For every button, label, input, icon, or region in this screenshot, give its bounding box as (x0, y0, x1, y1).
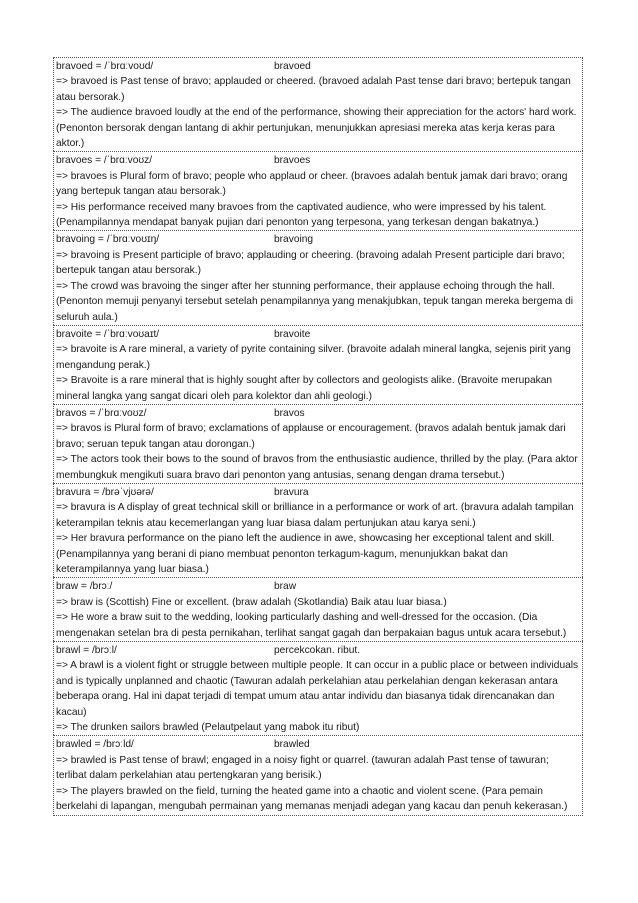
entry-definition: => bravoed is Past tense of bravo; applauded or cheered. (bravoed adalah Past tense dari bravo; bertepuk tangan atau bersorak.) (56, 76, 571, 103)
entry-headword: bravura = /brəˈvjʊərə/ (56, 486, 154, 498)
entry-example: => The crowd was bravoing the singer after her stunning performance, their applause echoing through the hall. (Penonton memuji penyanyi tersebut setelah penampilannya yang menakjubkan, tepuk tangan mereka bergema di seluruh aula.) (56, 280, 574, 323)
entry-header (56, 327, 581, 342)
entry-example: => He wore a braw suit to the wedding, looking particularly dashing and well-dressed for the occasion. (Dia mengenakan setelan bra di pesta pernikahan, terlihat sangat gagah dan berpakaian bagus untuk acara tersebut.) (56, 612, 567, 639)
entry-header (56, 737, 581, 752)
entry-definition: => bravos is Plural form of bravo; exclamations of applause or encouragement. (bravos adalah bentuk jamak dari bravo; seruan tepuk tangan atau dorongan.) (56, 423, 566, 450)
entry-translation: brawled (274, 739, 310, 751)
entry-definition: => bravura is A display of great technical skill or brilliance in a performance or work of art. (bravura adalah tampilan keterampilan teknis atau kecemerlangan yang luar biasa dalam pertunjukan atau karya seni.) (56, 502, 574, 529)
entry-translation: bravoite (274, 328, 311, 340)
entry-translation: braw (274, 581, 297, 593)
dictionary-entry (53, 735, 583, 815)
dictionary-entry (53, 577, 583, 641)
entry-example: => Her bravura performance on the piano left the audience in awe, showcasing her exceptional talent and skill. (Penampilannya yang berani di piano membuat penonton terkagum-kagum, menunjukkan bakat dan keterampilannya yang luar biasa.) (56, 533, 555, 575)
entry-example: => His performance received many bravoes from the captivated audience, who were impressed by his talent. (Penampilannya mendapat banyak pujian dari penonton yang terpesona, yang terkesan dengan bakatnya.) (56, 201, 547, 229)
entry-example: => The players brawled on the field, turning the heated game into a chaotic and violent scene. (Para pemain berkelahi di lapangan, mengubah permainan yang memanas menjadi adegan yang kacau dan penuh kekerasan.) (56, 785, 568, 813)
entry-translation: bravos (274, 407, 305, 419)
entry-headword: brawl = /brɔːl/ (56, 645, 117, 657)
entry-example: => The audience bravoed loudly at the end of the performance, showing their appreciation for the actors' hard work. (Penonton bersorak dengan lantang di akhir pertunjukan, menunjukkan apresiasi mereka atas kerja keras para aktor.) (56, 107, 577, 150)
entry-translation: bravoed (274, 61, 311, 72)
entry-definition: => brawled is Past tense of brawl; engaged in a noisy fight or quarrel. (tawuran adalah Past tense of tawuran; terlibat dalam perkelahian atau pertengkaran yang berisik.) (56, 754, 549, 782)
entry-definition: => bravoes is Plural form of bravo; people who applaud or cheer. (bravoes adalah bentuk jamak dari bravo; orang yang bertepuk tangan atau bersorak.) (56, 170, 568, 198)
dictionary-entry (53, 483, 583, 577)
entry-headword: brawled = /brɔːld/ (56, 739, 134, 751)
entry-example: => Bravoite is a rare mineral that is highly sought after by collectors and geologists alike. (Bravoite merupakan mineral langka yang sangat dicari oleh para kolektor dan ahli geologi.) (56, 375, 553, 402)
entry-translation: bravoing (274, 234, 314, 246)
dictionary-entry (53, 325, 583, 404)
entry-definition: => bravoite is A rare mineral, a variety of pyrite containing silver. (bravoite adalah mineral langka, sejenis pirit yang mengandung perak.) (56, 344, 571, 371)
entry-definition: => bravoing is Present participle of bravo; applauding or cheering. (bravoing adalah Present participle dari bravo; bertepuk tangan atau bersorak.) (56, 249, 565, 277)
dictionary-entry (53, 151, 583, 230)
entry-headword: bravoed = /ˈbrɑːvoʊd/ (56, 61, 154, 72)
entry-example: => The drunken sailors brawled (Pelautpelaut yang mabok itu ribut) (56, 722, 360, 734)
entry-translation: bravura (274, 486, 309, 498)
entry-headword: bravoing = /ˈbrɑːvoʊɪŋ/ (56, 234, 160, 246)
dictionary-entry (53, 57, 583, 151)
entry-headword: bravoite = /ˈbrɑːvoʊaɪt/ (56, 328, 160, 340)
dictionary-entry (53, 641, 583, 735)
entry-header (56, 232, 581, 247)
entry-headword: braw = /brɔː/ (56, 581, 113, 593)
entry-header (56, 59, 581, 74)
entry-translation: bravoes (274, 155, 311, 167)
entry-headword: bravos = /ˈbrɑːvoʊz/ (56, 407, 147, 419)
entry-definition: => A brawl is a violent fight or struggle between multiple people. It can occur in a public place or between individuals and is typically unplanned and chaotic (Tawuran adalah perkelahian atau perkelahian dengan kekerasan antara beberapa orang. Hal ini dapat terjadi di tempat umum atau antar individu dan biasanya tidak direncanakan dan kacau) (56, 660, 579, 718)
entry-header (56, 406, 581, 421)
dictionary-page (53, 57, 583, 816)
entry-header (56, 643, 581, 658)
entry-header (56, 579, 581, 594)
entry-example: => The actors took their bows to the sound of bravos from the enthusiastic audience, thrilled by the play. (Para aktor membungkuk mengikuti suara bravo dari penonton yang antusias, senang dengan drama tersebut.) (56, 454, 578, 481)
entry-header (56, 485, 581, 500)
entry-translation: percekcokan. ribut. (274, 645, 361, 657)
entry-headword: bravoes = /ˈbrɑːvoʊz/ (56, 155, 153, 167)
dictionary-entry (53, 404, 583, 483)
entry-header (56, 153, 581, 168)
dictionary-entry (53, 230, 583, 324)
entry-definition: => braw is (Scottish) Fine or excellent. (braw adalah (Skotlandia) Baik atau luar biasa.) (56, 596, 447, 608)
